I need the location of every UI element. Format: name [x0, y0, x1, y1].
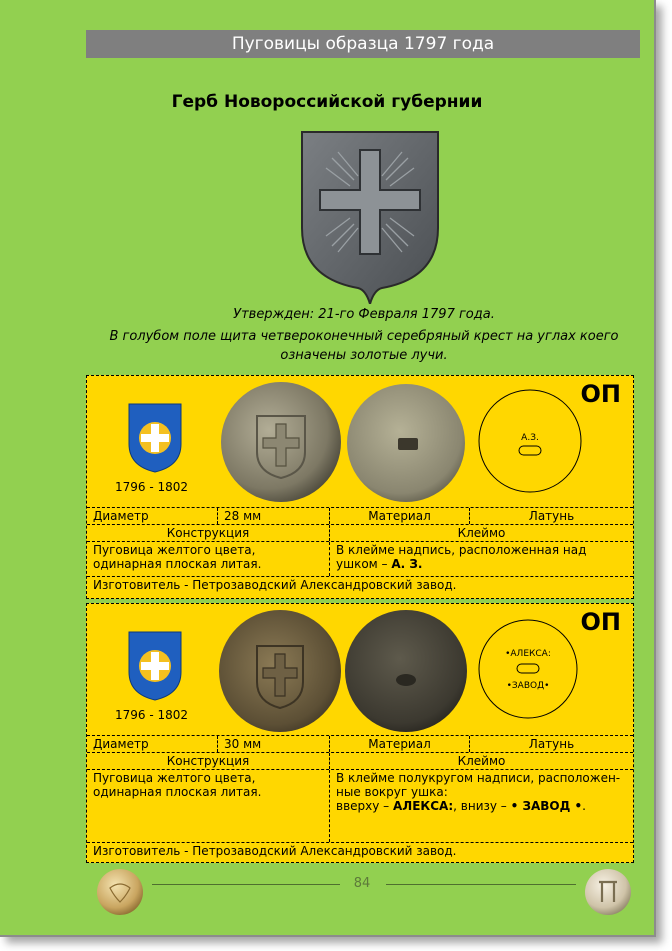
construction-label: Конструкция — [166, 754, 250, 768]
headers-row — [87, 524, 633, 541]
op-label: ОП — [580, 608, 621, 636]
maker-row — [87, 842, 633, 859]
stamp-diagram-icon — [477, 388, 583, 494]
button-front-icon — [217, 608, 343, 734]
construction-text: Пуговица желтого цвета, одинарная плоская литая. — [93, 543, 262, 571]
stamp-text-line-1: В клейме полукругом надписи, расположен- — [336, 771, 621, 785]
stamp-text-line-3: вверху – АЛЕКСА:, внизу – • ЗАВОД •. — [336, 799, 586, 813]
stamp-text — [329, 770, 633, 842]
stamp-text — [329, 542, 633, 576]
dims-row — [87, 735, 633, 752]
footer-eagle-button-icon — [96, 868, 144, 916]
page-title: Пуговицы образца 1797 года — [86, 30, 640, 58]
button-front-icon — [219, 380, 343, 504]
diameter-label: Диаметр — [93, 509, 149, 523]
section-heading: Герб Новороссийской губернии — [171, 92, 483, 112]
stamp-mark-text: А.З. — [521, 433, 539, 443]
maker-text: Изготовитель - Петрозаводский Александровский завод. — [93, 844, 457, 858]
construction-label: Конструкция — [166, 526, 250, 540]
footer-rule-right — [386, 884, 576, 885]
caption-line-3: означены золотые лучи. — [280, 348, 448, 363]
button-card-1 — [86, 375, 634, 599]
dims-row — [87, 507, 633, 524]
caption-line-1: Утвержден: 21-го Февраля 1797 года. — [233, 307, 495, 322]
stamp-text-line-2: ные вокруг ушка: — [336, 785, 448, 799]
stamp-text-prefix: В клейме надпись, расположенная над ушком – — [336, 543, 587, 571]
diameter-label: Диаметр — [93, 737, 149, 751]
years-label: 1796 - 1802 — [115, 480, 189, 494]
maker-row — [87, 576, 633, 593]
construction-text: Пуговица желтого цвета, одинарная плоская литая. — [93, 771, 262, 799]
stamp-mark-top: •АЛЕКСА: — [505, 649, 551, 659]
footer-rule-left — [152, 884, 340, 885]
stamp-label: Клеймо — [329, 525, 633, 541]
footer-monogram-button-icon — [584, 868, 632, 916]
button-card-2 — [86, 603, 634, 863]
details-row — [87, 769, 633, 842]
page-number: 84 — [353, 876, 371, 891]
button-back-icon — [343, 608, 469, 734]
stamp-diagram-icon — [477, 618, 579, 720]
novorossiya-coat-of-arms-icon — [298, 128, 442, 304]
small-blue-shield-icon — [127, 630, 183, 702]
stamp-text-bold: А. З. — [391, 557, 423, 571]
op-label: ОП — [580, 380, 621, 408]
material-value: Латунь — [469, 736, 633, 752]
material-label: Материал — [329, 508, 469, 524]
caption-line-2: В голубом поле щита четвероконечный серебряный крест на углах коего — [109, 329, 619, 344]
headers-row — [87, 752, 633, 769]
material-value: Латунь — [469, 508, 633, 524]
stamp-mark-bottom: •ЗАВОД• — [506, 681, 550, 691]
maker-text: Изготовитель - Петрозаводский Александровский завод. — [93, 578, 457, 592]
diameter-value: 28 мм — [217, 508, 329, 524]
small-blue-shield-icon — [127, 402, 183, 474]
details-row — [87, 541, 633, 576]
diameter-value: 30 мм — [217, 736, 329, 752]
material-label: Материал — [329, 736, 469, 752]
years-label: 1796 - 1802 — [115, 708, 189, 722]
stamp-label: Клеймо — [329, 753, 633, 769]
button-back-icon — [345, 382, 467, 504]
